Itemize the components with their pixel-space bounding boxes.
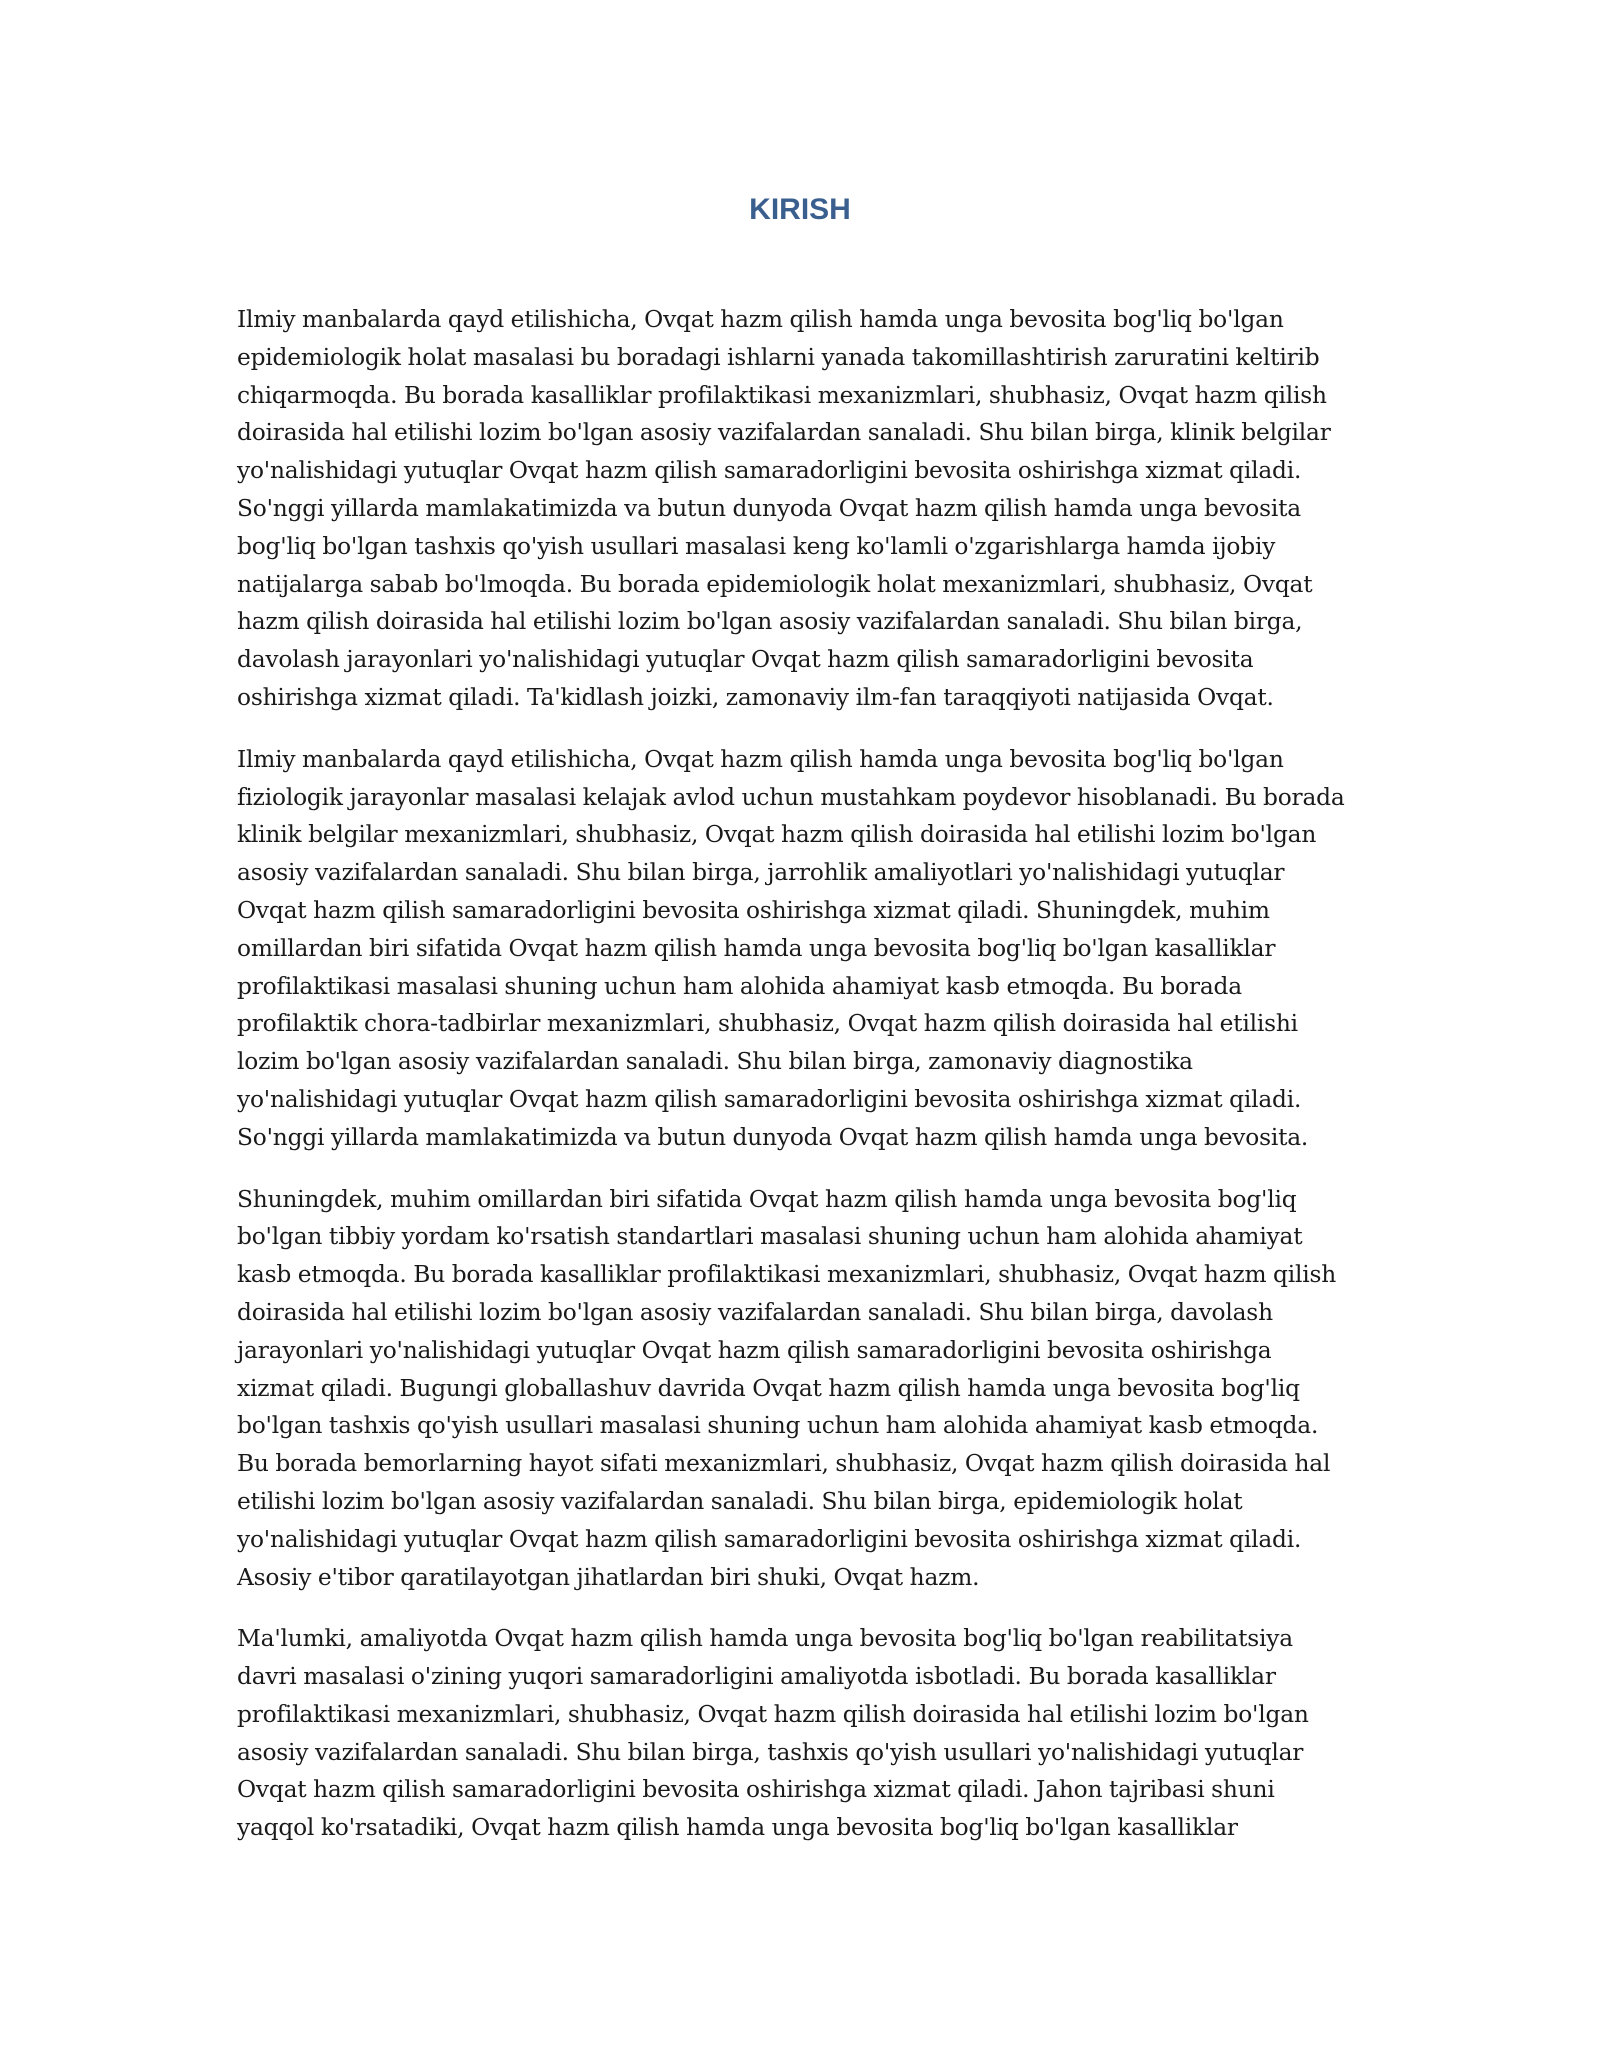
- text-line: natijalarga sabab bo'lmoqda. Bu borada epidemiologik holat mexanizmlari, shubhasiz, Ovqat: [237, 570, 1313, 598]
- paragraph: [237, 1620, 1377, 1847]
- text-line: yaqqol ko'rsatadiki, Ovqat hazm qilish hamda unga bevosita bog'liq bo'lgan kasalliklar: [237, 1814, 1238, 1842]
- document-title: KIRISH: [749, 193, 851, 226]
- text-line: oshirishga xizmat qiladi. Ta'kidlash joizki, zamonaviy ilm-fan taraqqiyoti natijasida Ovqat.: [237, 683, 1274, 711]
- text-line: jarayonlari yo'nalishidagi yutuqlar Ovqat hazm qilish samaradorligini bevosita oshirishga: [237, 1336, 1272, 1364]
- text-line: fiziologik jarayonlar masalasi kelajak avlod uchun mustahkam poydevor hisoblanadi. Bu borada: [237, 783, 1345, 811]
- paragraph: [237, 1181, 1377, 1597]
- text-line: bog'liq bo'lgan tashxis qo'yish usullari masalasi keng ko'lamli o'zgarishlarga hamda ijobiy: [237, 532, 1276, 560]
- text-line: xizmat qiladi. Bugungi globallashuv davrida Ovqat hazm qilish hamda unga bevosita bog'liq: [237, 1374, 1300, 1402]
- text-line: kasb etmoqda. Bu borada kasalliklar profilaktikasi mexanizmlari, shubhasiz, Ovqat hazm qilish: [237, 1261, 1337, 1289]
- text-line: doirasida hal etilishi lozim bo'lgan asosiy vazifalardan sanaladi. Shu bilan birga, davolash: [237, 1298, 1273, 1326]
- text-line: bo'lgan tashxis qo'yish usullari masalasi shuning uchun ham alohida ahamiyat kasb etmoqda.: [237, 1412, 1319, 1440]
- text-line: bo'lgan tibbiy yordam ko'rsatish standartlari masalasi shuning uchun ham alohida ahamiyat: [237, 1223, 1303, 1251]
- text-line: So'nggi yillarda mamlakatimizda va butun dunyoda Ovqat hazm qilish hamda unga bevosita: [237, 494, 1301, 522]
- text-line: Ilmiy manbalarda qayd etilishicha, Ovqat hazm qilish hamda unga bevosita bog'liq bo'lgan: [237, 306, 1284, 333]
- document-body: [237, 301, 1377, 1871]
- text-line: hazm qilish doirasida hal etilishi lozim bo'lgan asosiy vazifalardan sanaladi. Shu bilan birga,: [237, 608, 1303, 636]
- text-line: davolash jarayonlari yo'nalishidagi yutuqlar Ovqat hazm qilish samaradorligini bevosita: [237, 646, 1254, 674]
- text-line: klinik belgilar mexanizmlari, shubhasiz, Ovqat hazm qilish doirasida hal etilishi lozim bo'lgan: [237, 821, 1317, 849]
- text-line: Asosiy e'tibor qaratilayotgan jihatlardan biri shuki, Ovqat hazm.: [237, 1563, 980, 1591]
- text-line: profilaktik chora-tadbirlar mexanizmlari, shubhasiz, Ovqat hazm qilish doirasida hal etilishi: [237, 1010, 1298, 1038]
- text-line: Shuningdek, muhim omillardan biri sifatida Ovqat hazm qilish hamda unga bevosita bog'liq: [237, 1185, 1297, 1213]
- text-line: yo'nalishidagi yutuqlar Ovqat hazm qilish samaradorligini bevosita oshirishga xizmat qiladi.: [237, 1525, 1302, 1553]
- text-line: epidemiologik holat masalasi bu boradagi ishlarni yanada takomillashtirish zaruratini keltirib: [237, 343, 1320, 371]
- text-line: Ovqat hazm qilish samaradorligini bevosita oshirishga xizmat qiladi. Shuningdek, muhim: [237, 896, 1270, 924]
- text-line: So'nggi yillarda mamlakatimizda va butun dunyoda Ovqat hazm qilish hamda unga bevosita.: [237, 1123, 1309, 1151]
- text-line: asosiy vazifalardan sanaladi. Shu bilan birga, tashxis qo'yish usullari yo'nalishidagi yutuqlar: [237, 1738, 1304, 1766]
- text-line: Ovqat hazm qilish samaradorligini bevosita oshirishga xizmat qiladi. Jahon tajribasi shuni: [237, 1776, 1275, 1804]
- text-line: asosiy vazifalardan sanaladi. Shu bilan birga, jarrohlik amaliyotlari yo'nalishidagi yutuqlar: [237, 859, 1285, 887]
- text-line: Bu borada bemorlarning hayot sifati mexanizmlari, shubhasiz, Ovqat hazm qilish doirasida hal: [237, 1450, 1331, 1478]
- text-line: profilaktikasi masalasi shuning uchun ham alohida ahamiyat kasb etmoqda. Bu borada: [237, 972, 1242, 1000]
- text-line: chiqarmoqda. Bu borada kasalliklar profilaktikasi mexanizmlari, shubhasiz, Ovqat hazm qilish: [237, 381, 1327, 409]
- text-line: etilishi lozim bo'lgan asosiy vazifalardan sanaladi. Shu bilan birga, epidemiologik holat: [237, 1487, 1243, 1515]
- paragraph: [237, 301, 1377, 717]
- paragraph: [237, 741, 1377, 1157]
- text-line: doirasida hal etilishi lozim bo'lgan asosiy vazifalardan sanaladi. Shu bilan birga, klinik belgilar: [237, 419, 1331, 447]
- text-line: yo'nalishidagi yutuqlar Ovqat hazm qilish samaradorligini bevosita oshirishga xizmat qiladi.: [237, 1085, 1302, 1113]
- text-line: profilaktikasi mexanizmlari, shubhasiz, Ovqat hazm qilish doirasida hal etilishi lozim bo'lgan: [237, 1700, 1309, 1728]
- text-line: Ilmiy manbalarda qayd etilishicha, Ovqat hazm qilish hamda unga bevosita bog'liq bo'lgan: [237, 745, 1284, 773]
- text-line: omillardan biri sifatida Ovqat hazm qilish hamda unga bevosita bog'liq bo'lgan kasalliklar: [237, 934, 1276, 962]
- text-line: lozim bo'lgan asosiy vazifalardan sanaladi. Shu bilan birga, zamonaviy diagnostika: [237, 1048, 1193, 1076]
- text-line: Ma'lumki, amaliyotda Ovqat hazm qilish hamda unga bevosita bog'liq bo'lgan reabilitatsiya: [237, 1625, 1293, 1653]
- text-line: davri masalasi o'zining yuqori samaradorligini amaliyotda isbotladi. Bu borada kasalliklar: [237, 1663, 1276, 1691]
- text-line: yo'nalishidagi yutuqlar Ovqat hazm qilish samaradorligini bevosita oshirishga xizmat qiladi.: [237, 457, 1302, 485]
